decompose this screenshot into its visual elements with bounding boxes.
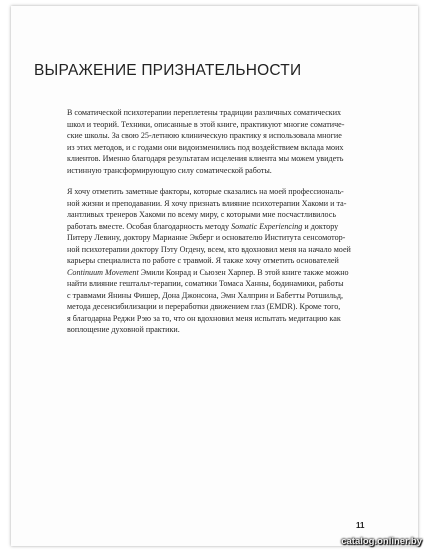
text-line: метода десенсибилизации и переработки движением глаз (EMDR). Кроме того,	[67, 302, 341, 311]
text-line: воплощение духовной практики.	[67, 325, 180, 334]
text-line: В соматической психотерапии переплетены традиции различных соматических	[67, 108, 342, 117]
text-line: найти влияние гештальт-терапии, соматики Томаса Ханны, бодинамики, работы	[67, 279, 344, 288]
text-line: Питеру Левину, доктору Марианне Экберг и основателю Института сенсомотор-	[67, 233, 346, 242]
text-line: карьеры специалиста по работе с травмой. Я также хочу отметить основателей	[67, 256, 339, 265]
text-line: клиентов. Именно благодаря результатам исцеления клиента мы можем увидеть	[67, 154, 344, 163]
paragraph-2	[67, 186, 405, 336]
text-line: работать вместе. Особая благодарность методу Somatic Experiencing и доктору	[67, 221, 339, 231]
text-line: лантливых тренеров Хакоми по всему миру, с которыми мне посчастливилось	[67, 210, 337, 219]
text-line: ной психотерапии доктору Пэту Огдену, всем, кто вдохновил меня на начало моей	[67, 244, 351, 254]
text-line: с травмами Янины Фишер, Дона Джонсона, Эмн Халприн и Бабетты Ротшильд,	[67, 290, 344, 300]
text-line: Я хочу отметить заметные факторы, которые сказались на моей профессиональ-	[67, 187, 344, 196]
italic-method-name: Somatic Experiencing	[231, 221, 303, 231]
text-line: я благодарна Реджи Рэю за то, что он вдохновил меня испытать медитацию как	[67, 313, 341, 323]
book-page	[11, 6, 418, 546]
text-line: ские школы. За свою 25-летнюю клиническую практику я использовала многие	[67, 131, 342, 140]
text-line: Continuum Movement Эмили Конрад и Сьюзен Харпер. В этой книге также можно	[67, 267, 349, 277]
text-line: школ и теорий. Техники, описанные в этой книге, практикуют многие соматиче-	[67, 119, 345, 129]
watermark: catalog.onliner.by	[341, 536, 422, 547]
text-line: из этих методов, и с годами они видоизменились под воздействием вклада моих	[67, 142, 344, 152]
page-number: 11	[356, 521, 365, 530]
paragraph-1	[67, 107, 405, 176]
italic-method-name: Continuum Movement	[67, 267, 139, 277]
text-line: ной жизни и преподавании. Я хочу признать влияние психотерапии Хакоми и та-	[67, 198, 347, 208]
text-line: истинную трансформирующую силу соматической работы.	[67, 165, 272, 175]
body-text	[67, 107, 405, 346]
page-title: ВЫРАЖЕНИЕ ПРИЗНАТЕЛЬНОСТИ	[34, 62, 302, 79]
